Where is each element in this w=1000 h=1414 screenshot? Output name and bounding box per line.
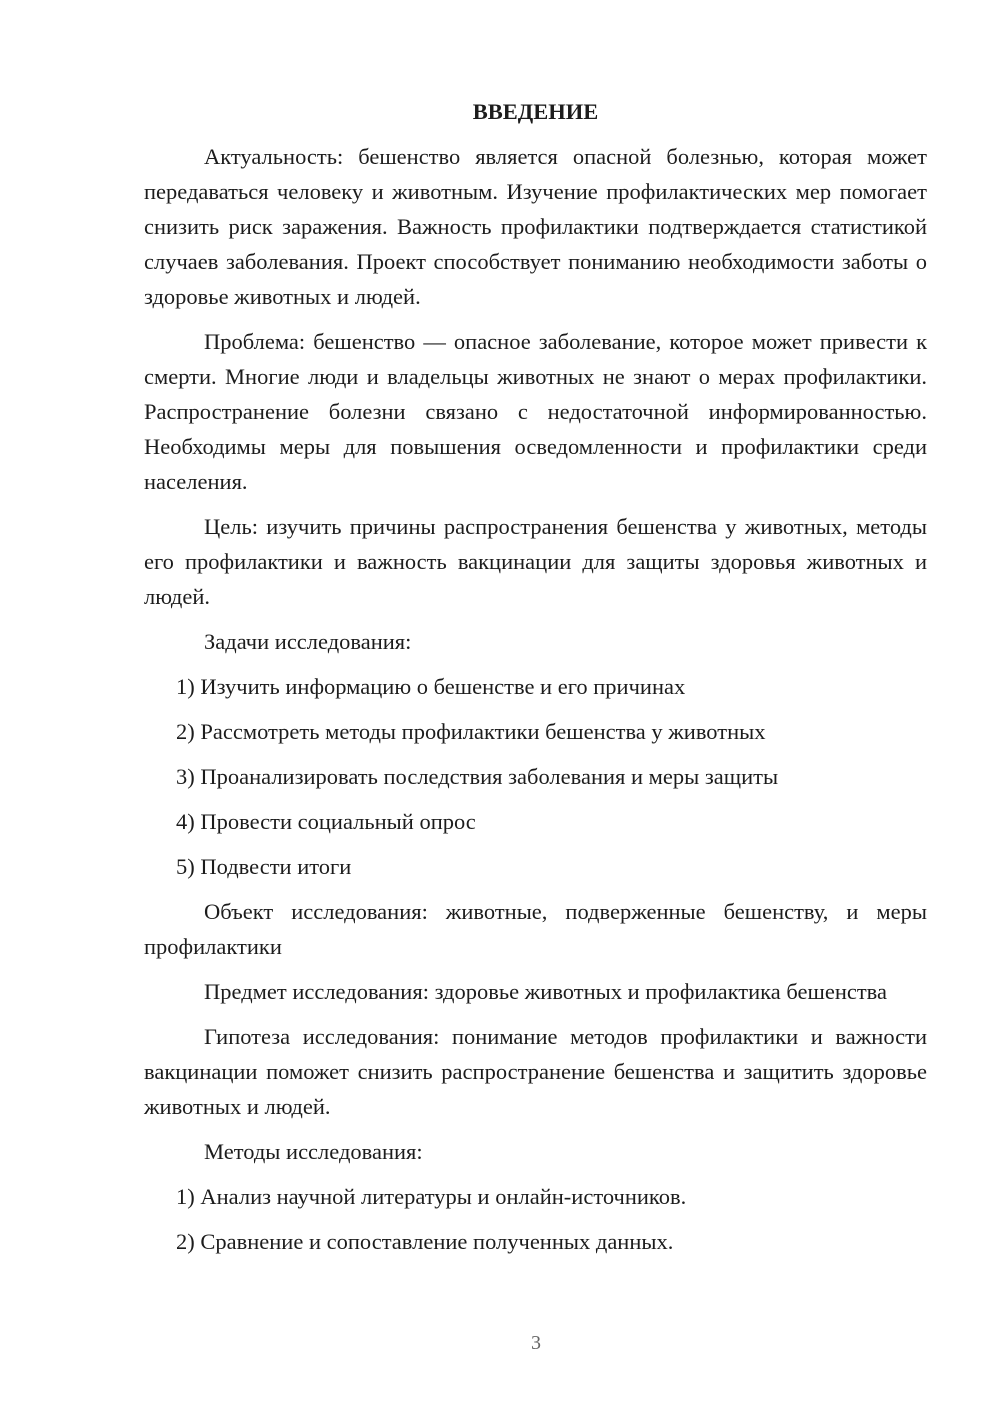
methods-list — [144, 1179, 927, 1259]
object-paragraph: Объект исследования: животные, подверженные бешенству, и меры профилактики — [144, 899, 927, 959]
methods-label: Методы исследования: — [204, 1139, 423, 1164]
task-item-1: 1) Изучить информацию о бешенстве и его причинах — [176, 674, 686, 699]
tasks-label: Задачи исследования: — [204, 629, 412, 654]
page-number: 3 — [531, 1332, 541, 1354]
method-item-2: 2) Сравнение и сопоставление полученных данных. — [176, 1229, 674, 1254]
problem-paragraph: Проблема: бешенство — опасное заболевание, которое может привести к смерти. Многие люди и владельцы животных не знают о мерах профилактики. Распространение болезни связано с недостаточной информированностью. Необходимы меры для повышения осведомленности и профилактики среди населения. — [144, 329, 927, 494]
task-item-5: 5) Подвести итоги — [176, 854, 352, 879]
method-item-1: 1) Анализ научной литературы и онлайн-источников. — [176, 1184, 687, 1209]
task-item-2: 2) Рассмотреть методы профилактики бешенства у животных — [176, 719, 766, 744]
task-item-3: 3) Проанализировать последствия заболевания и меры защиты — [176, 764, 779, 789]
page-content — [144, 97, 927, 1269]
goal-paragraph: Цель: изучить причины распространения бешенства у животных, методы его профилактики и важность вакцинации для защиты здоровья животных и людей. — [144, 514, 927, 609]
page-title: ВВЕДЕНИЕ — [472, 99, 599, 124]
tasks-list — [144, 669, 927, 884]
task-item-4: 4) Провести социальный опрос — [176, 809, 476, 834]
relevance-paragraph: Актуальность: бешенство является опасной болезнью, которая может передаваться человеку и животным. Изучение профилактических мер помогает снизить риск заражения. Важность профилактики подтверждается статистикой случаев заболевания. Проект способствует пониманию необходимости заботы о здоровье животных и людей. — [144, 144, 927, 309]
hypothesis-paragraph: Гипотеза исследования: понимание методов профилактики и важности вакцинации поможет снизить распространение бешенства и защитить здоровье животных и людей. — [144, 1024, 927, 1119]
subject-paragraph: Предмет исследования: здоровье животных и профилактика бешенства — [204, 979, 887, 1004]
